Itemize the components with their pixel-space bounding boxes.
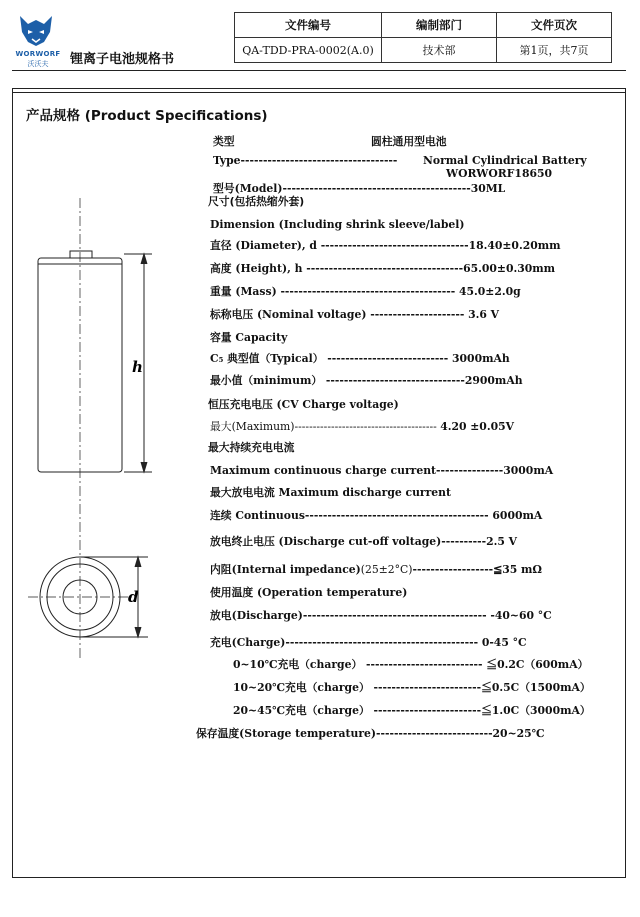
minimum-value: 2900mAh xyxy=(464,374,523,387)
height-value: 65.00±0.30mm xyxy=(463,262,556,275)
max-discharge-label: 最大放电电流 Maximum discharge current xyxy=(210,486,452,499)
spec-minimum-row: 最小值（minimum） -------------------------------2900mAh xyxy=(210,374,523,387)
continuous-value: 6000mA xyxy=(492,509,543,522)
spec-charge-range-3-row: 20~45℃充电（charge） ------------------------≦1.0C（3000mA） xyxy=(233,704,591,717)
spec-type-row: Type----------------------------------- xyxy=(213,154,398,167)
wolf-logo-icon xyxy=(12,10,60,50)
cv-max-label: 最大(Maximum) xyxy=(210,420,295,433)
document-title: 锂离子电池规格书 xyxy=(70,52,175,67)
model-value: 30ML xyxy=(470,182,506,195)
typical-label: C₅ 典型值（Typical） xyxy=(210,352,324,365)
spec-storage-row: 保存温度(Storage temperature)--------------------------20~25℃ xyxy=(196,727,545,740)
charge-range-2-value: ≦0.5C（1500mA） xyxy=(481,681,591,694)
spec-cv-max-row: 最大(Maximum)--------------------------------------- 4.20 ±0.05V xyxy=(210,420,514,433)
charge-range-1-label: 0~10℃充电（charge） xyxy=(233,658,363,671)
max-charge-label: Maximum continuous charge current xyxy=(210,464,437,477)
spec-typical-row: C₅ 典型值（Typical） --------------------------- 3000mAh xyxy=(210,352,510,365)
content-frame-inner-line xyxy=(12,92,626,93)
typical-value: 3000mAh xyxy=(452,352,510,365)
spec-diameter-row: 直径 (Diameter), d ---------------------------------18.40±0.20mm xyxy=(210,239,561,252)
spec-model-row: 型号(Model)------------------------------------------30ML xyxy=(213,182,506,195)
logo-subtext: 沃沃夫 xyxy=(27,60,49,68)
charge-temp-label: 充电(Charge) xyxy=(210,636,286,649)
model-label: 型号(Model) xyxy=(213,182,283,195)
type-en-value: Normal Cylindrical Battery xyxy=(423,154,587,167)
spec-height-row: 高度 (Height), h -----------------------------------65.00±0.30mm xyxy=(210,262,556,275)
department-value: 技术部 xyxy=(382,38,497,63)
max-charge-cn-label: 最大持续充电电流 xyxy=(208,441,295,454)
spec-continuous-row: 连续 Continuous----------------------------------------- 6000mA xyxy=(210,509,543,522)
logo-text: WORWORF xyxy=(15,50,61,58)
impedance-value: ≦35 mΩ xyxy=(493,563,543,576)
nominal-voltage-value: 3.6 V xyxy=(468,308,499,321)
charge-temp-value: 0-45 °C xyxy=(481,636,527,649)
company-logo xyxy=(12,10,60,66)
discharge-temp-value: -40~60 °C xyxy=(490,609,552,622)
diameter-symbol: d xyxy=(128,588,139,606)
diameter-label: 直径 (Diameter), d xyxy=(210,239,317,252)
op-temp-label: 使用温度 (Operation temperature) xyxy=(210,586,408,599)
spec-charge-range-2-row: 10~20℃充电（charge） ------------------------≦0.5C（1500mA） xyxy=(233,681,591,694)
charge-range-2-label: 10~20℃充电（charge） xyxy=(233,681,370,694)
mass-value: 45.0±2.0g xyxy=(458,285,521,298)
spec-charge-range-1-row: 0~10℃充电（charge） -------------------------- ≦0.2C（600mA） xyxy=(233,658,589,671)
spec-nominal-voltage-row: 标称电压 (Nominal voltage) --------------------- 3.6 V xyxy=(210,308,499,321)
nominal-voltage-label: 标称电压 (Nominal voltage) xyxy=(210,308,367,321)
cv-max-value: 4.20 ±0.05V xyxy=(440,420,514,433)
max-charge-value: 3000mA xyxy=(503,464,554,477)
impedance-condition: (25±2°C) xyxy=(360,563,413,576)
size-label: 尺寸(包括热缩外套) xyxy=(208,195,305,208)
spec-impedance-row: 内阻(Internal impedance)(25±2°C)------------------≦35 mΩ xyxy=(210,563,543,576)
battery-dimension-drawing xyxy=(20,190,170,660)
spec-max-charge-row: Maximum continuous charge current---------------3000mA xyxy=(210,464,554,477)
page-header: 文件页次 xyxy=(497,13,612,38)
page-value: 第1页，共7页 xyxy=(497,38,612,63)
spec-cutoff-row: 放电终止电压 (Discharge cut-off voltage)----------2.5 V xyxy=(210,535,518,548)
model-name-line: WORWORF18650 xyxy=(446,167,552,180)
spec-charge-temp-row: 充电(Charge)------------------------------------------- 0-45 °C xyxy=(210,636,527,649)
section-title: 产品规格 (Product Specifications) xyxy=(26,108,268,124)
spec-discharge-temp-row: 放电(Discharge)----------------------------------------- -40~60 °C xyxy=(210,609,552,622)
height-symbol: h xyxy=(132,358,143,376)
discharge-temp-label: 放电(Discharge) xyxy=(210,609,303,622)
impedance-label: 内阻(Internal impedance) xyxy=(210,563,361,576)
document-info-table xyxy=(234,12,612,63)
continuous-label: 连续 Continuous xyxy=(210,509,305,522)
doc-number-header: 文件编号 xyxy=(235,13,382,38)
cutoff-value: 2.5 V xyxy=(486,535,518,548)
type-en-label: Type xyxy=(213,154,241,167)
cv-label: 恒压充电电压 (CV Charge voltage) xyxy=(208,398,399,411)
cutoff-label: 放电终止电压 (Discharge cut-off voltage) xyxy=(210,535,442,548)
charge-range-3-value: ≦1.0C（3000mA） xyxy=(481,704,591,717)
department-header: 编制部门 xyxy=(382,13,497,38)
doc-number-value: QA-TDD-PRA-0002(A.0) xyxy=(235,38,382,63)
height-label: 高度 (Height), h xyxy=(210,262,303,275)
spec-mass-row: 重量 (Mass) --------------------------------------- 45.0±2.0g xyxy=(210,285,521,298)
diameter-value: 18.40±0.20mm xyxy=(468,239,561,252)
storage-temp-label: 保存温度(Storage temperature) xyxy=(196,727,377,740)
header-divider xyxy=(12,70,626,71)
charge-range-3-label: 20~45℃充电（charge） xyxy=(233,704,370,717)
charge-range-1-value: ≦0.2C（600mA） xyxy=(486,658,589,671)
dimension-label: Dimension (Including shrink sleeve/label) xyxy=(210,218,465,231)
type-cn-value: 圆柱通用型电池 xyxy=(371,135,447,148)
type-cn-label: 类型 xyxy=(213,135,235,148)
capacity-label: 容量 Capacity xyxy=(210,331,288,344)
mass-label: 重量 (Mass) xyxy=(210,285,277,298)
minimum-label: 最小值（minimum） xyxy=(210,374,323,387)
storage-temp-value: -20~25℃ xyxy=(488,727,545,740)
